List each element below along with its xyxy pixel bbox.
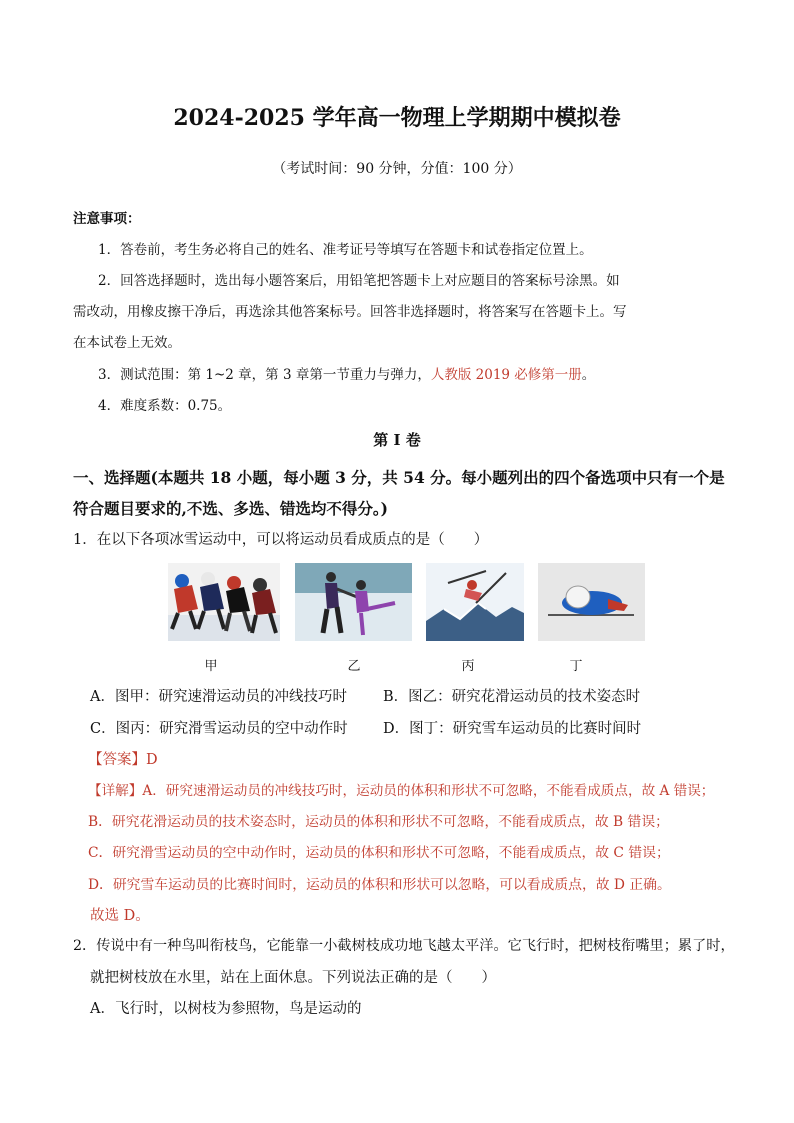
detail-line-3: C．研究滑雪运动员的空中动作时，运动员的体积和形状不可忽略，不能看成质点，故 C 错误；: [88, 845, 670, 861]
textbook-edition: 人教版 2019 必修第一册: [430, 367, 582, 383]
notice-item-3-text: 3．测试范围：第 1~2 章，第 3 章第一节重力与弹力，: [98, 367, 431, 383]
notice-item-2-line-1: 2．回答选择题时，选出每小题答案后，用铅笔把答题卡上对应题目的答案标号涂黑。如: [98, 273, 620, 289]
detail-line-4: D．研究雪车运动员的比赛时间时，运动员的体积和形状可以忽略，可以看成质点，故 D 正确。: [88, 877, 671, 893]
speed-skating-photo: [168, 563, 280, 641]
option-d: D．图丁：研究雪车运动员的比赛时间时: [383, 721, 642, 737]
exam-info: （考试时间：90 分钟，分值：100 分）: [272, 161, 522, 177]
question-2-option-a: A．飞行时，以树枝为参照物，鸟是运动的: [90, 1001, 362, 1017]
option-b: B．图乙：研究花滑运动员的技术姿态时: [383, 689, 641, 705]
question-2-line-1: 2．传说中有一种鸟叫衔枝鸟，它能靠一小截树枝成功地飞越太平洋。它飞行时，把树枝衔嘴里；累了时，: [73, 938, 735, 954]
notice-item-2-line-2: 需改动，用橡皮擦干净后，再选涂其他答案标号。回答非选择题时，将答案写在答题卡上。写: [73, 304, 627, 320]
skeleton-photo: [538, 563, 645, 641]
notice-item-2-line-3: 在本试卷上无效。: [73, 335, 181, 351]
caption-jia: 甲: [204, 659, 218, 674]
conclusion: 故选 D。: [90, 908, 150, 924]
aerial-skiing-photo: [426, 563, 524, 641]
caption-yi: 乙: [347, 659, 361, 674]
part1-heading-line-2: 符合题目要求的,不选、多选、错选均不得分。): [73, 499, 388, 518]
notice-item-3: [98, 363, 595, 383]
detail-tag: 【详解】: [88, 783, 143, 799]
notice-heading: 注意事项：: [73, 211, 141, 227]
detail-line-1: [88, 779, 714, 799]
notice-item-1: 1．答卷前，考生务必将自己的姓名、准考证号等填写在答题卡和试卷指定位置上。: [98, 242, 593, 258]
part1-heading-line-1: 一、选择题(本题共 18 小题，每小题 3 分，共 54 分。每小题列出的四个备选项中只有一个是: [73, 468, 725, 487]
section-title: 第 I 卷: [373, 431, 421, 449]
question-1-stem: 1．在以下各项冰雪运动中，可以将运动员看成质点的是（ ）: [73, 532, 489, 548]
notice-item-4: 4．难度系数：0.75。: [98, 398, 232, 414]
answer-label: 【答案】D: [88, 752, 158, 768]
detail-line-2: B．研究花滑运动员的技术姿态时，运动员的体积和形状不可忽略，不能看成质点，故 B 错误；: [88, 814, 669, 830]
figure-skating-photo: [295, 563, 412, 641]
option-a: A．图甲：研究速滑运动员的冲线技巧时: [90, 689, 347, 705]
option-c: C．图丙：研究滑雪运动员的空中动作时: [90, 721, 348, 737]
page-title: 2024-2025 学年高一物理上学期期中模拟卷: [173, 105, 621, 131]
question-2-line-2: 就把树枝放在水里，站在上面休息。下列说法正确的是（ ）: [90, 970, 496, 986]
caption-bing: 丙: [461, 659, 475, 674]
caption-ding: 丁: [569, 659, 583, 674]
detail-a: A．研究速滑运动员的冲线技巧时，运动员的体积和形状不可忽略，不能看成质点，故 A 错误；: [142, 783, 715, 799]
notice-item-3-end: 。: [581, 367, 596, 383]
